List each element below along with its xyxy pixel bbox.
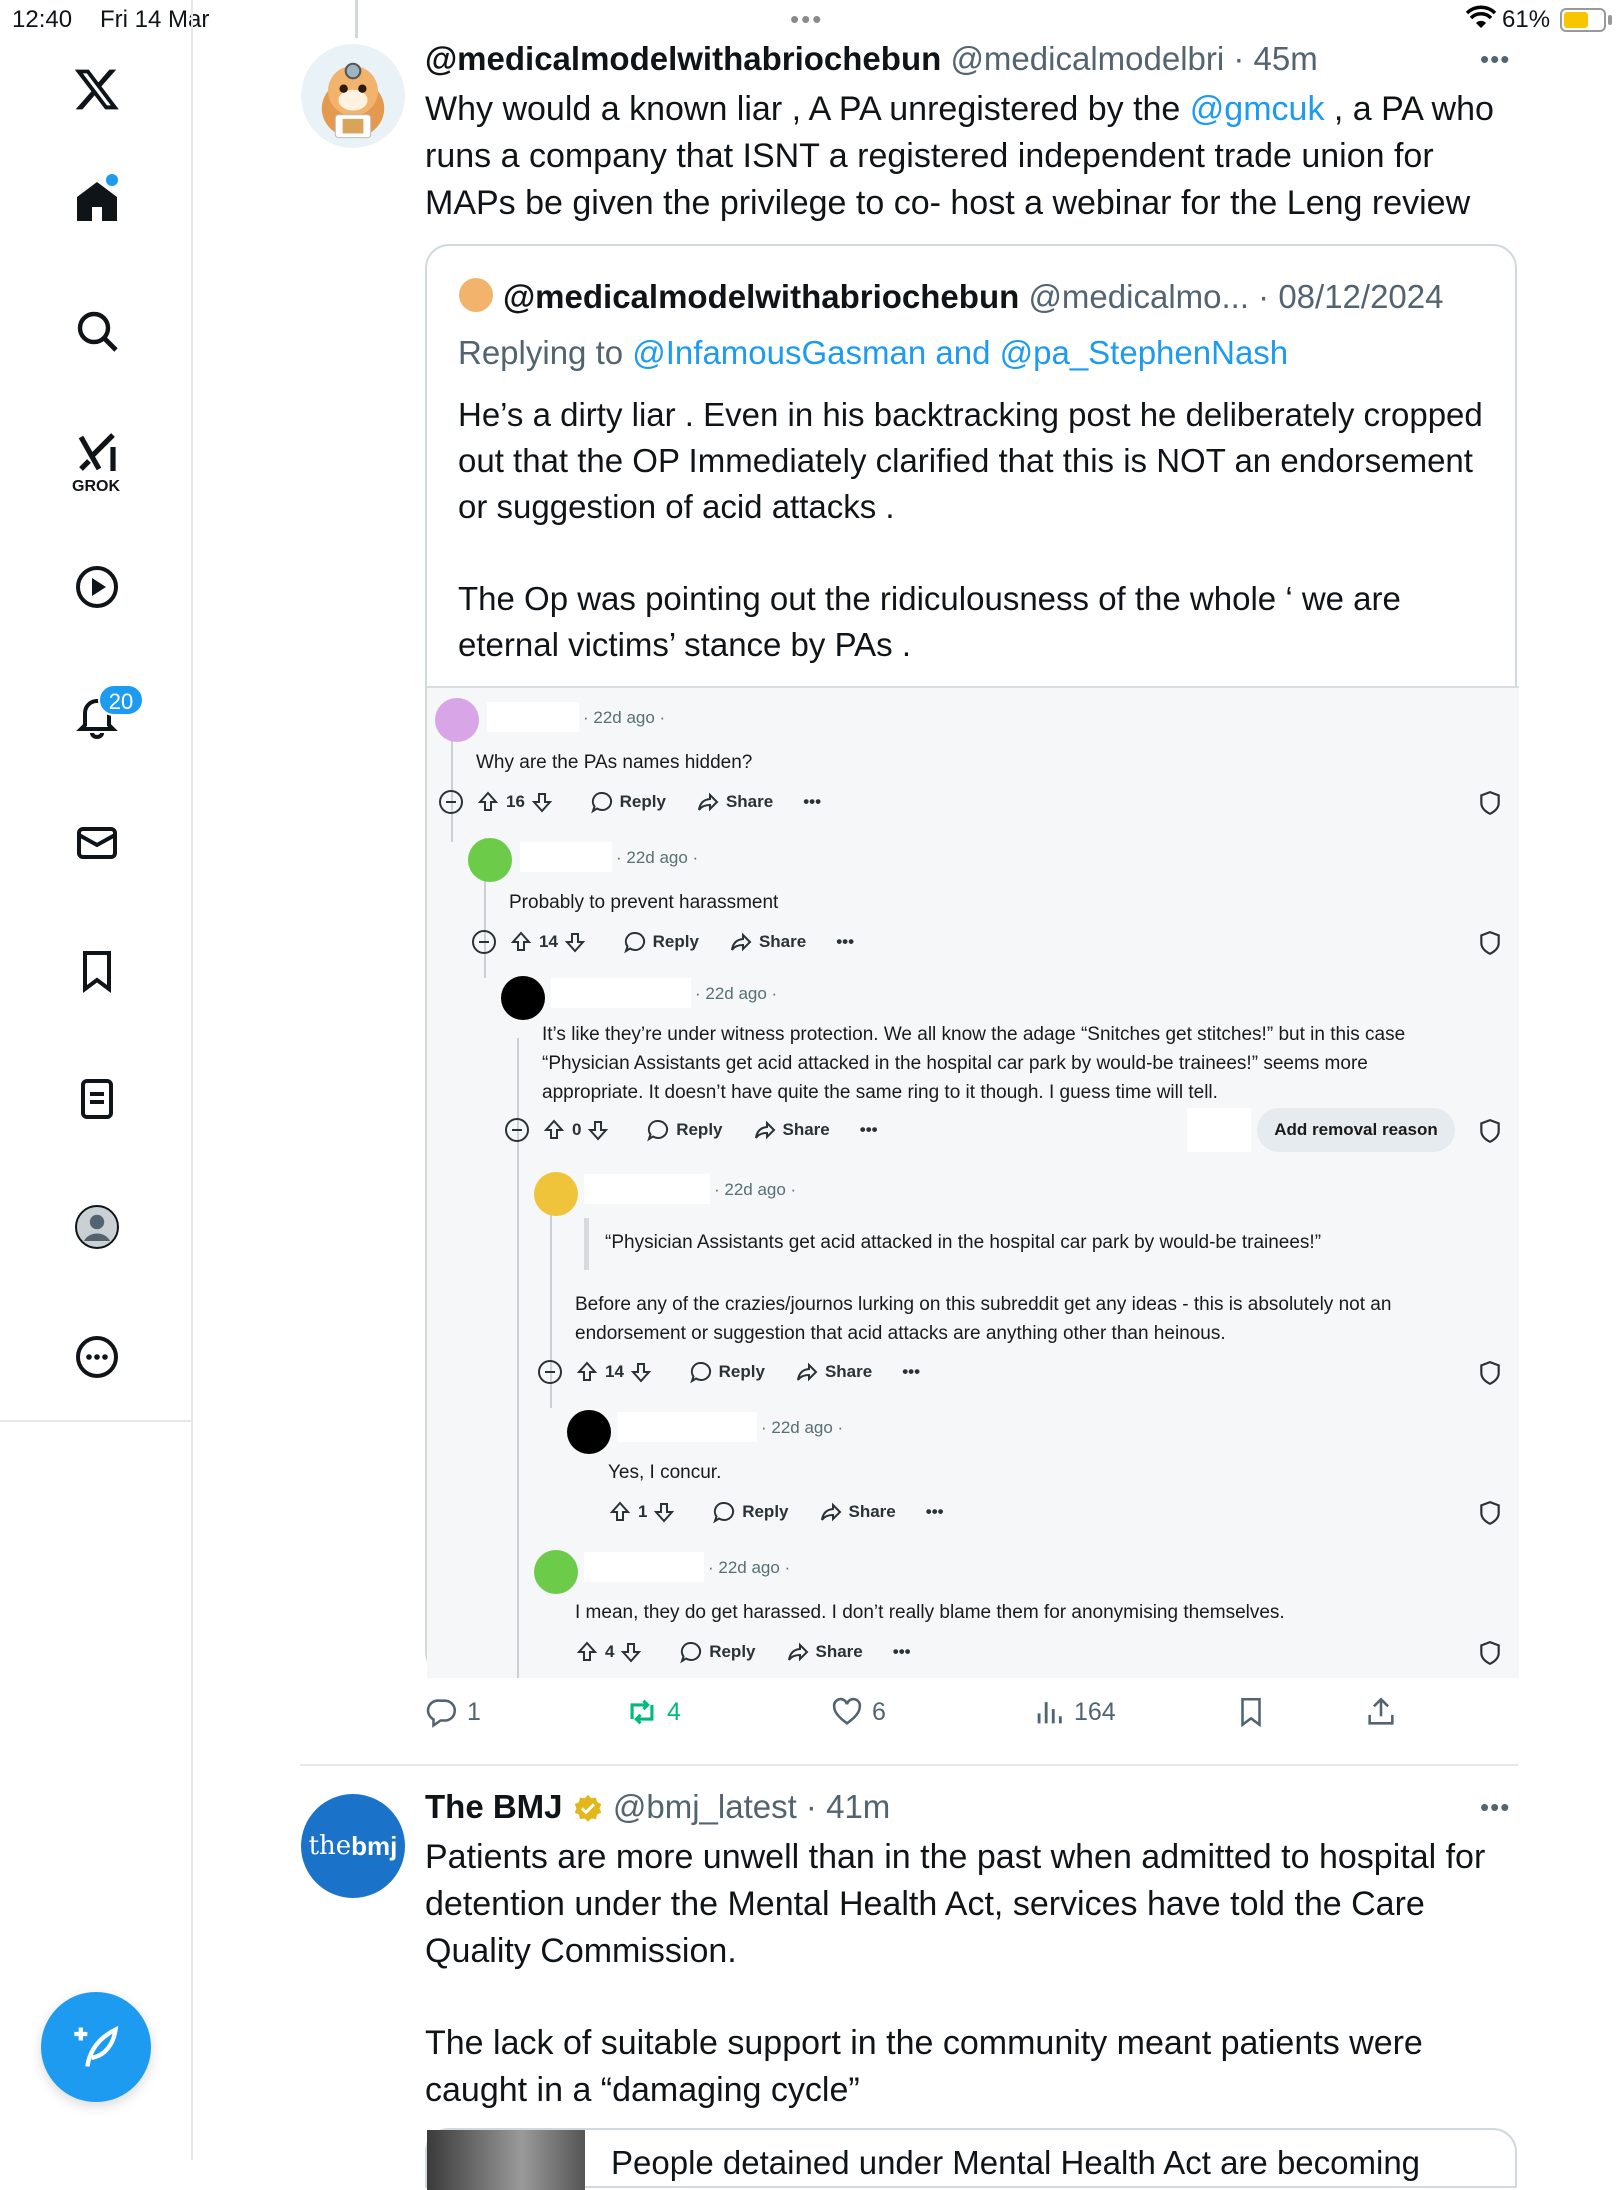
separator-dot: · [1224, 40, 1254, 77]
reddit-screenshot-image [427, 686, 1519, 1678]
mod-shield-icon [1477, 1118, 1503, 1144]
mention-link[interactable]: @gmcuk [1189, 90, 1325, 128]
share-arrow-icon [786, 1640, 810, 1664]
reply-label: Reply [709, 1642, 756, 1661]
author-name[interactable]: @medicalmodelwithabriochebun [425, 40, 942, 77]
quote-author-name: @medicalmodelwithabriochebun [503, 278, 1020, 315]
bookmarks-icon[interactable] [62, 936, 132, 1006]
share-action [795, 1360, 872, 1384]
quote-author-handle: @medicalmo... [1028, 278, 1249, 315]
overflow-icon: ••• [859, 1120, 878, 1139]
comment-text: It’s like they’re under witness protection. We all know the adage “Snitches get stitches!” but in this case “Physician Assistants get acid attacked in the hospital car park by would-be trainees!” seems more appropriate. It doesn’t have quite the same ring to it though. I guess time will tell. [542, 1024, 1406, 1103]
bmj-logo-bmj: bmj [351, 1830, 398, 1861]
reddit-avatar [435, 698, 479, 742]
replying-to-prefix: Replying to [458, 334, 633, 371]
sidebar-nav [0, 0, 193, 2160]
link-card-thumbnail [427, 2130, 585, 2190]
hamster-doctor-avatar-icon [301, 44, 405, 148]
downvote-icon [530, 790, 554, 814]
status-bar [0, 0, 1620, 40]
messages-envelope-icon[interactable] [62, 808, 132, 878]
more-options-icon[interactable] [62, 1322, 132, 1392]
downvote-icon [563, 930, 587, 954]
comment-time: · 22d ago · [695, 984, 778, 1003]
reply-label: Reply [742, 1502, 789, 1521]
repost-icon [625, 1695, 659, 1729]
share-label: Share [758, 932, 807, 951]
notifications-badge: 20 [98, 684, 144, 716]
status-date: Fri 14 Mar [100, 6, 210, 33]
comment-time: · 22d ago · [708, 1558, 791, 1577]
tweet-body [425, 86, 1520, 227]
blockquote-bar [584, 1218, 589, 1270]
share-arrow-icon [795, 1360, 819, 1384]
battery-percent: 61% [1502, 6, 1551, 33]
share-arrow-icon [819, 1500, 843, 1524]
reply-action [590, 790, 666, 814]
comment-actions [575, 1360, 950, 1384]
reply-label: Reply [676, 1120, 723, 1139]
overflow-icon: ••• [892, 1642, 911, 1661]
profile-avatar-icon[interactable] [62, 1192, 132, 1262]
author-handle[interactable]: @bmj_latest [612, 1788, 797, 1825]
share-action [696, 790, 773, 814]
link-card[interactable] [425, 2128, 1517, 2188]
author-name[interactable]: The BMJ [425, 1788, 563, 1825]
upvote-icon [575, 1360, 599, 1384]
vote-control [608, 1500, 682, 1524]
redacted-block [1187, 1108, 1251, 1152]
x-logo-icon[interactable] [62, 54, 132, 124]
redacted-username [584, 1552, 704, 1582]
lists-icon[interactable] [62, 1064, 132, 1134]
battery-icon [1560, 8, 1606, 32]
mod-shield-icon [1477, 1500, 1503, 1526]
vote-control [509, 930, 593, 954]
video-play-icon[interactable] [62, 552, 132, 622]
reply-bubble-icon [425, 1695, 459, 1729]
downvote-icon [629, 1360, 653, 1384]
reply-button[interactable] [425, 1695, 481, 1729]
wifi-icon [1466, 6, 1496, 37]
vote-control [575, 1360, 659, 1384]
post-divider [300, 1764, 1518, 1766]
bookmark-button[interactable] [1234, 1695, 1276, 1729]
tweet-body-continued: The lack of suitable support in the community meant patients were caught in a “damaging cycle” [425, 2024, 1423, 2109]
multitask-dots-icon[interactable]: ••• [790, 4, 824, 34]
reddit-avatar [567, 1410, 611, 1454]
reddit-avatar [534, 1172, 578, 1216]
overflow-icon: ••• [925, 1502, 944, 1521]
link-card-title: People detained under Mental Health Act are becoming [611, 2144, 1421, 2181]
tweet-header [425, 40, 1318, 78]
home-unread-dot [106, 174, 118, 186]
add-removal-reason-button: Add removal reason [1257, 1108, 1455, 1152]
share-arrow-icon [696, 790, 720, 814]
repost-count: 4 [667, 1697, 681, 1726]
vote-control [575, 1640, 649, 1664]
post-time[interactable]: 41m [826, 1788, 891, 1825]
comment-time: · 22d ago · [714, 1180, 797, 1199]
comment-actions [608, 1500, 974, 1524]
reply-label: Reply [619, 792, 666, 811]
reply-label: Reply [718, 1362, 765, 1381]
status-time: 12:40 [12, 6, 73, 33]
author-handle[interactable]: @medicalmodelbri [950, 40, 1225, 77]
separator-dot: · [796, 1788, 827, 1825]
upvote-icon [476, 790, 500, 814]
tweet-text-part1: Why would a known liar , A PA unregistered by the [425, 90, 1190, 128]
vote-count: 14 [605, 1362, 624, 1381]
share-label: Share [725, 792, 774, 811]
overflow-icon: ••• [902, 1362, 921, 1381]
verified-gold-badge-icon [572, 1793, 604, 1825]
share-button[interactable] [1364, 1695, 1406, 1729]
sidebar-divider [0, 1420, 193, 1422]
comment-text: Yes, I concur. [608, 1462, 722, 1483]
post-more-icon[interactable]: ••• [1480, 44, 1511, 74]
comment-text: Why are the PAs names hidden? [476, 752, 753, 773]
quoted-post[interactable] [425, 244, 1517, 1676]
quote-author-avatar [459, 278, 493, 312]
comment-bubble-icon [679, 1640, 703, 1664]
share-label: Share [782, 1120, 830, 1139]
mod-shield-icon [1477, 1360, 1503, 1386]
share-action [819, 1500, 896, 1524]
redacted-username [520, 842, 612, 872]
comment-actions [542, 1118, 908, 1142]
collapse-icon [538, 1360, 562, 1384]
post-more-icon[interactable]: ••• [1480, 1792, 1511, 1822]
redacted-username [584, 1174, 710, 1204]
heart-icon [830, 1695, 864, 1729]
bmj-logo-the: the [308, 1831, 352, 1861]
battery-tip [1608, 15, 1612, 25]
comment-quote: “Physician Assistants get acid attacked in the hospital car park by would-be trainees!” [605, 1232, 1322, 1253]
view-count: 164 [1074, 1697, 1116, 1726]
analytics-bars-icon [1032, 1695, 1066, 1729]
share-action [729, 930, 806, 954]
thread-connector-line [355, 0, 358, 38]
grok-label: GROK [72, 478, 120, 495]
reply-count: 1 [467, 1697, 481, 1726]
share-upload-icon [1364, 1695, 1398, 1729]
vote-control [542, 1118, 616, 1142]
share-label: Share [824, 1362, 873, 1381]
like-button[interactable] [830, 1695, 886, 1729]
collapse-icon [439, 790, 463, 814]
comment-actions [476, 790, 851, 814]
overflow-icon: ••• [836, 932, 855, 951]
share-arrow-icon [753, 1118, 777, 1142]
share-action [753, 1118, 830, 1142]
reply-action [712, 1500, 788, 1524]
compose-feather-icon [70, 2021, 122, 2073]
tweet-body: Patients are more unwell than in the past when admitted to hospital for detention under the Mental Health Act, services have told the Care Quality Commission. [425, 1838, 1486, 1970]
reply-action [689, 1360, 765, 1384]
reply-action [623, 930, 699, 954]
comment-text: Probably to prevent harassment [509, 892, 779, 913]
comment-bubble-icon [712, 1500, 736, 1524]
comment-text: Before any of the crazies/journos lurking on this subreddit get any ideas - this is absolutely not an endorsement or suggestion that acid attacks are anything other than heinous. [575, 1294, 1392, 1344]
vote-count: 16 [506, 792, 525, 811]
tweet-author-avatar[interactable] [301, 44, 405, 148]
share-label: Share [815, 1642, 863, 1661]
reddit-avatar [501, 976, 545, 1020]
vote-count: 4 [605, 1642, 615, 1661]
vote-control [476, 790, 560, 814]
vote-count: 0 [572, 1120, 582, 1139]
comment-text: I mean, they do get harassed. I don’t really blame them for anonymising themselves. [575, 1602, 1285, 1623]
views-button[interactable] [1032, 1695, 1116, 1729]
comment-actions [575, 1640, 941, 1664]
comment-actions [509, 930, 884, 954]
reddit-avatar [534, 1550, 578, 1594]
mod-shield-icon [1477, 930, 1503, 956]
vote-count: 14 [539, 932, 558, 951]
downvote-icon [619, 1640, 643, 1664]
tweet-header [425, 1788, 890, 1826]
upvote-icon [608, 1500, 632, 1524]
bookmark-icon [1234, 1695, 1268, 1729]
share-action [786, 1640, 863, 1664]
share-label: Share [848, 1502, 896, 1521]
comment-time: · 22d ago · [583, 708, 666, 727]
reply-action [646, 1118, 722, 1142]
downvote-icon [652, 1500, 676, 1524]
comment-bubble-icon [646, 1118, 670, 1142]
share-arrow-icon [729, 930, 753, 954]
collapse-icon [505, 1118, 529, 1142]
reply-label: Reply [652, 932, 699, 951]
overflow-icon: ••• [803, 792, 822, 811]
post-time[interactable]: 45m [1253, 40, 1318, 77]
upvote-icon [575, 1640, 599, 1664]
comment-bubble-icon [623, 930, 647, 954]
downvote-icon [586, 1118, 610, 1142]
redacted-username [617, 1412, 757, 1442]
vote-count: 1 [638, 1502, 648, 1521]
comment-time: · 22d ago · [761, 1418, 844, 1437]
search-icon[interactable] [62, 296, 132, 366]
like-count: 6 [872, 1697, 886, 1726]
comment-bubble-icon [689, 1360, 713, 1384]
tweet-text-part2: , a PA who runs a company that ISNT a registered independent trade union for MAPs be given the privilege to co- host a webinar for the Leng review [425, 90, 1494, 222]
repost-button[interactable] [625, 1695, 681, 1729]
quote-date: 08/12/2024 [1278, 278, 1444, 315]
redacted-username [551, 978, 691, 1008]
comment-time: · 22d ago · [616, 848, 699, 867]
comment-bubble-icon [590, 790, 614, 814]
quote-header [459, 278, 1444, 316]
bmj-avatar[interactable] [301, 1794, 405, 1898]
quote-text: He’s a dirty liar . Even in his backtracking post he deliberately cropped out that the OP Immediately clarified that this is NOT an endorsement or suggestion of acid attacks . The Op was pointing out the ridiculousness of the whole ‘ we are eternal victims’ stance by PAs . [458, 396, 1483, 663]
quote-separator: · [1249, 278, 1279, 315]
reddit-avatar [468, 838, 512, 882]
replying-to-users[interactable]: @InfamousGasman and @pa_StephenNash [632, 334, 1289, 371]
redacted-username [487, 702, 579, 732]
mod-shield-icon [1477, 1640, 1503, 1666]
thread-line [451, 732, 453, 842]
upvote-icon [509, 930, 533, 954]
home-icon[interactable] [62, 166, 132, 236]
replying-to [458, 334, 1288, 372]
upvote-icon [542, 1118, 566, 1142]
compose-post-button[interactable] [41, 1992, 151, 2102]
collapse-icon [472, 930, 496, 954]
mod-shield-icon [1477, 790, 1503, 816]
reply-action [679, 1640, 755, 1664]
